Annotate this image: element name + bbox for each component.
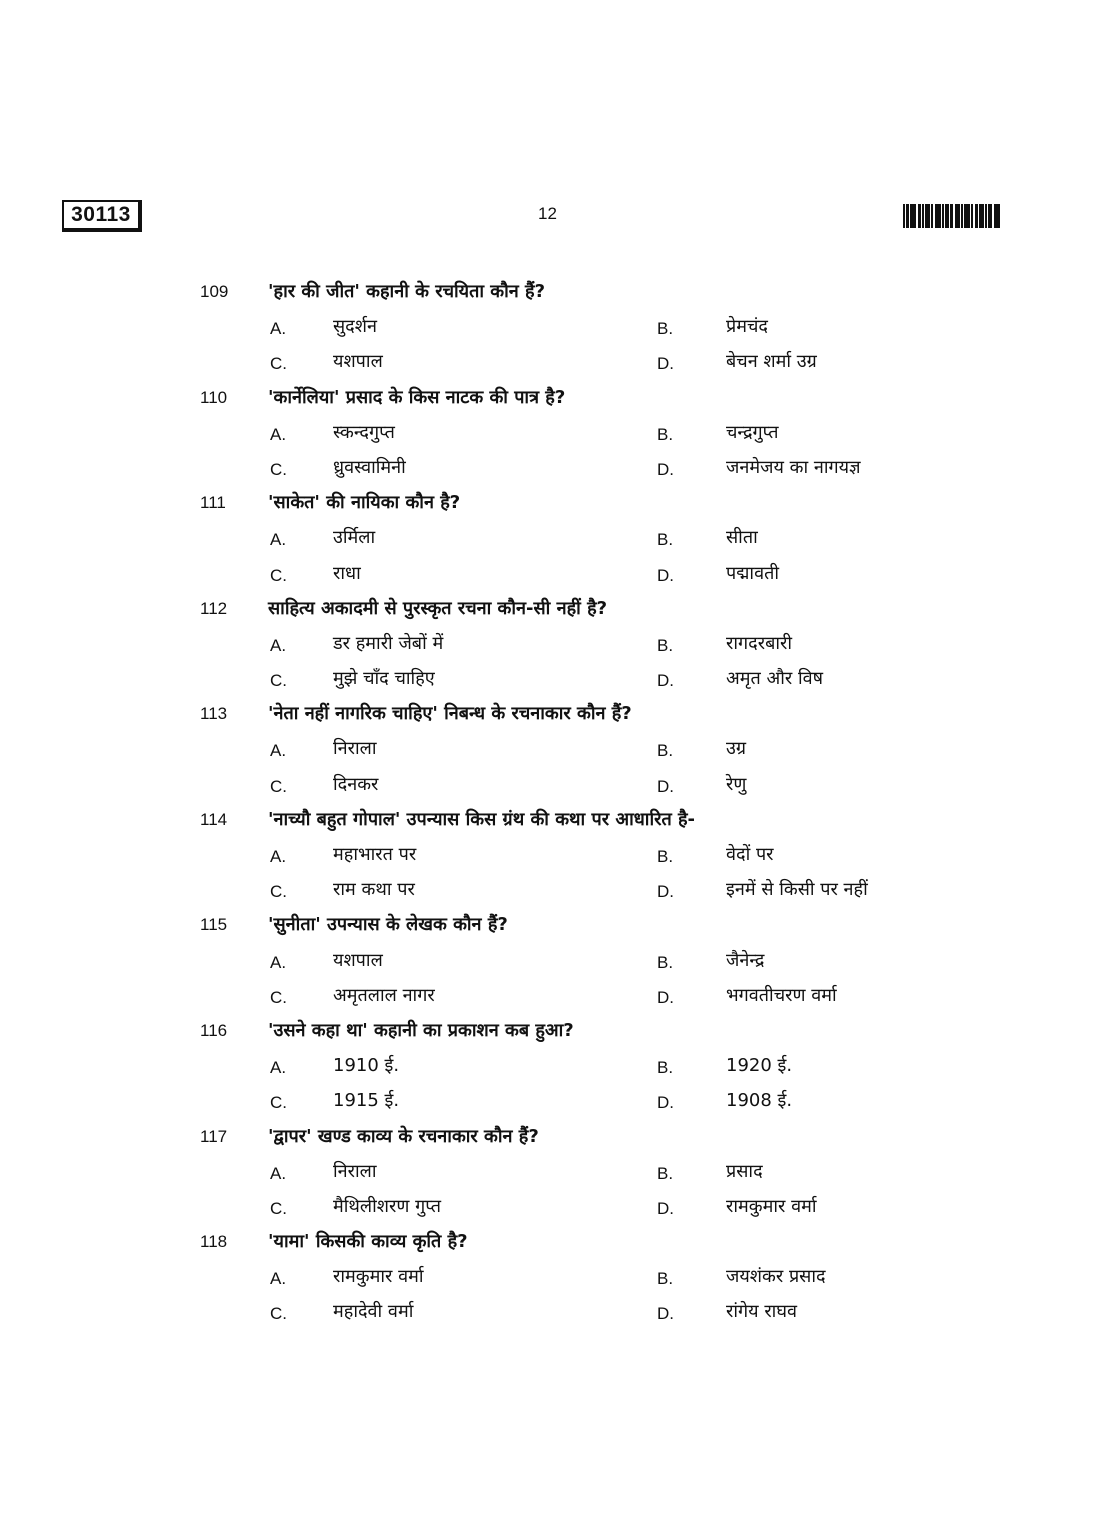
question-text: 'साकेत' की नायिका कौन है? xyxy=(268,492,461,514)
option-label: C. xyxy=(270,354,287,374)
option-label: A. xyxy=(270,1058,287,1078)
option-text: सीता xyxy=(726,527,758,549)
question-text: 'सुनीता' उपन्यास के लेखक कौन हैं? xyxy=(268,914,508,936)
option-text: उग्र xyxy=(726,738,747,760)
option-label: D. xyxy=(657,671,674,691)
option-text: इनमें से किसी पर नहीं xyxy=(726,879,868,901)
option-text: पद्मावती xyxy=(726,562,780,584)
option-label: D. xyxy=(657,354,674,374)
option-label: B. xyxy=(657,847,674,866)
question-text: 'नेता नहीं नागरिक चाहिए' निबन्ध के रचनाकार कौन हैं? xyxy=(268,703,632,725)
option-text: रामकुमार वर्मा xyxy=(726,1195,817,1217)
option-text: रामकुमार वर्मा xyxy=(333,1266,424,1288)
option-label: C. xyxy=(270,882,287,902)
option-row xyxy=(0,1085,1099,1120)
option-label: D. xyxy=(657,565,674,585)
option-label: A. xyxy=(270,1163,287,1183)
option-text: निराला xyxy=(333,738,377,760)
option-label: B. xyxy=(657,424,674,444)
question-text: 'यामा' किसकी काव्य कृति है? xyxy=(268,1231,468,1253)
option-text: उर्मिला xyxy=(333,527,376,549)
option-label: C. xyxy=(270,776,287,796)
option-text: अमृत और विष xyxy=(726,668,824,690)
option-text: जैनेन्द्र xyxy=(726,949,765,971)
option-label: C. xyxy=(270,459,287,479)
option-label: D. xyxy=(657,459,674,479)
option-text: यशपाल xyxy=(333,351,383,373)
question-text: 'हार की जीत' कहानी के रचयिता कौन हैं? xyxy=(268,281,546,302)
option-row xyxy=(0,628,1099,663)
option-label: A. xyxy=(270,952,287,972)
question-row xyxy=(0,276,1099,311)
question-row xyxy=(0,698,1099,733)
question-list xyxy=(0,276,1099,1332)
option-label: A. xyxy=(270,530,287,550)
option-text: 1910 ई. xyxy=(333,1055,400,1077)
option-label: A. xyxy=(270,635,287,655)
option-text: राम कथा पर xyxy=(333,879,415,901)
question-number: 114 xyxy=(200,809,228,829)
option-text: चन्द्रगुप्त xyxy=(726,421,779,443)
question-number: 117 xyxy=(200,1126,228,1146)
question-row xyxy=(0,487,1099,522)
question-number: 110 xyxy=(200,387,228,407)
option-text: रांगेय राघव xyxy=(726,1301,797,1323)
option-row xyxy=(0,1156,1099,1191)
option-label: B. xyxy=(657,952,674,972)
option-text: रेणु xyxy=(726,773,747,795)
option-label: C. xyxy=(270,987,287,1007)
option-text: ध्रुवस्वामिनी xyxy=(333,456,406,478)
option-text: स्कन्दगुप्त xyxy=(333,421,395,443)
question-row xyxy=(0,1121,1099,1156)
option-label: B. xyxy=(657,1163,674,1183)
question-row xyxy=(0,1015,1099,1050)
option-label: A. xyxy=(270,847,287,866)
option-text: बेचन शर्मा उग्र xyxy=(726,351,817,373)
option-label: B. xyxy=(657,319,674,339)
option-text: डर हमारी जेबों में xyxy=(333,632,444,654)
option-text: प्रसाद xyxy=(726,1160,763,1182)
option-row xyxy=(0,311,1099,346)
question-number: 113 xyxy=(200,704,228,724)
barcode xyxy=(903,204,1037,228)
option-row xyxy=(0,945,1099,980)
option-label: A. xyxy=(270,319,287,339)
option-label: A. xyxy=(270,1269,287,1289)
option-row xyxy=(0,1191,1099,1226)
option-row xyxy=(0,1261,1099,1296)
question-row xyxy=(0,804,1099,839)
option-row xyxy=(0,839,1099,874)
question-number: 109 xyxy=(200,282,229,301)
option-label: C. xyxy=(270,1093,287,1113)
option-text: मुझे चाँद चाहिए xyxy=(333,668,435,690)
option-label: D. xyxy=(657,987,674,1007)
option-text: भगवतीचरण वर्मा xyxy=(726,984,837,1006)
option-text: राधा xyxy=(333,562,361,584)
option-row xyxy=(0,522,1099,557)
option-text: महादेवी वर्मा xyxy=(333,1301,414,1323)
question-text: 'नाच्यौ बहुत गोपाल' उपन्यास किस ग्रंथ की कथा पर आधारित है- xyxy=(268,808,696,830)
option-label: B. xyxy=(657,1058,674,1078)
option-label: A. xyxy=(270,741,287,761)
option-label: D. xyxy=(657,1093,674,1113)
option-text: वेदों पर xyxy=(726,844,774,865)
option-label: A. xyxy=(270,424,287,444)
option-row xyxy=(0,663,1099,698)
question-row xyxy=(0,382,1099,417)
option-row xyxy=(0,874,1099,909)
question-row xyxy=(0,909,1099,944)
question-number: 116 xyxy=(200,1020,228,1040)
page-number: 12 xyxy=(538,204,557,223)
option-text: 1908 ई. xyxy=(726,1090,793,1112)
option-text: जयशंकर प्रसाद xyxy=(726,1266,826,1288)
option-label: B. xyxy=(657,1269,674,1289)
option-row xyxy=(0,452,1099,487)
option-row xyxy=(0,346,1099,381)
option-row xyxy=(0,1296,1099,1331)
option-text: 1915 ई. xyxy=(333,1090,400,1112)
question-text: साहित्य अकादमी से पुरस्कृत रचना कौन-सी नहीं है? xyxy=(268,597,608,619)
question-number: 118 xyxy=(200,1232,228,1252)
option-label: B. xyxy=(657,530,674,550)
option-text: महाभारत पर xyxy=(333,844,417,865)
option-text: 1920 ई. xyxy=(726,1055,793,1077)
option-text: दिनकर xyxy=(333,773,379,795)
question-text: 'द्वापर' खण्ड काव्य के रचनाकार कौन हैं? xyxy=(268,1125,539,1147)
option-row xyxy=(0,417,1099,452)
question-number: 115 xyxy=(200,915,228,935)
paper-code: 30113 xyxy=(62,200,142,232)
question-row xyxy=(0,593,1099,628)
option-row xyxy=(0,980,1099,1015)
option-text: मैथिलीशरण गुप्त xyxy=(333,1195,442,1217)
option-label: D. xyxy=(657,1304,674,1324)
option-label: D. xyxy=(657,776,674,796)
option-row xyxy=(0,1050,1099,1085)
option-text: अमृतलाल नागर xyxy=(333,984,435,1006)
option-label: D. xyxy=(657,882,674,902)
option-label: B. xyxy=(657,741,674,761)
option-label: C. xyxy=(270,671,287,691)
option-text: सुदर्शन xyxy=(333,316,377,338)
option-label: D. xyxy=(657,1198,674,1218)
option-row xyxy=(0,558,1099,593)
option-label: C. xyxy=(270,565,287,585)
option-text: प्रेमचंद xyxy=(726,316,768,338)
question-number: 112 xyxy=(200,598,228,618)
question-number: 111 xyxy=(200,493,226,513)
option-text: जनमेजय का नागयज्ञ xyxy=(726,456,861,478)
question-text: 'कार्नेलिया' प्रसाद के किस नाटक की पात्र है? xyxy=(268,386,566,408)
option-text: रागदरबारी xyxy=(726,632,793,654)
option-text: निराला xyxy=(333,1160,377,1182)
option-text: यशपाल xyxy=(333,949,383,971)
option-label: C. xyxy=(270,1198,287,1218)
option-label: C. xyxy=(270,1304,287,1324)
option-row xyxy=(0,769,1099,804)
option-label: B. xyxy=(657,635,674,655)
question-row xyxy=(0,1226,1099,1261)
option-row xyxy=(0,733,1099,768)
question-text: 'उसने कहा था' कहानी का प्रकाशन कब हुआ? xyxy=(268,1019,574,1041)
